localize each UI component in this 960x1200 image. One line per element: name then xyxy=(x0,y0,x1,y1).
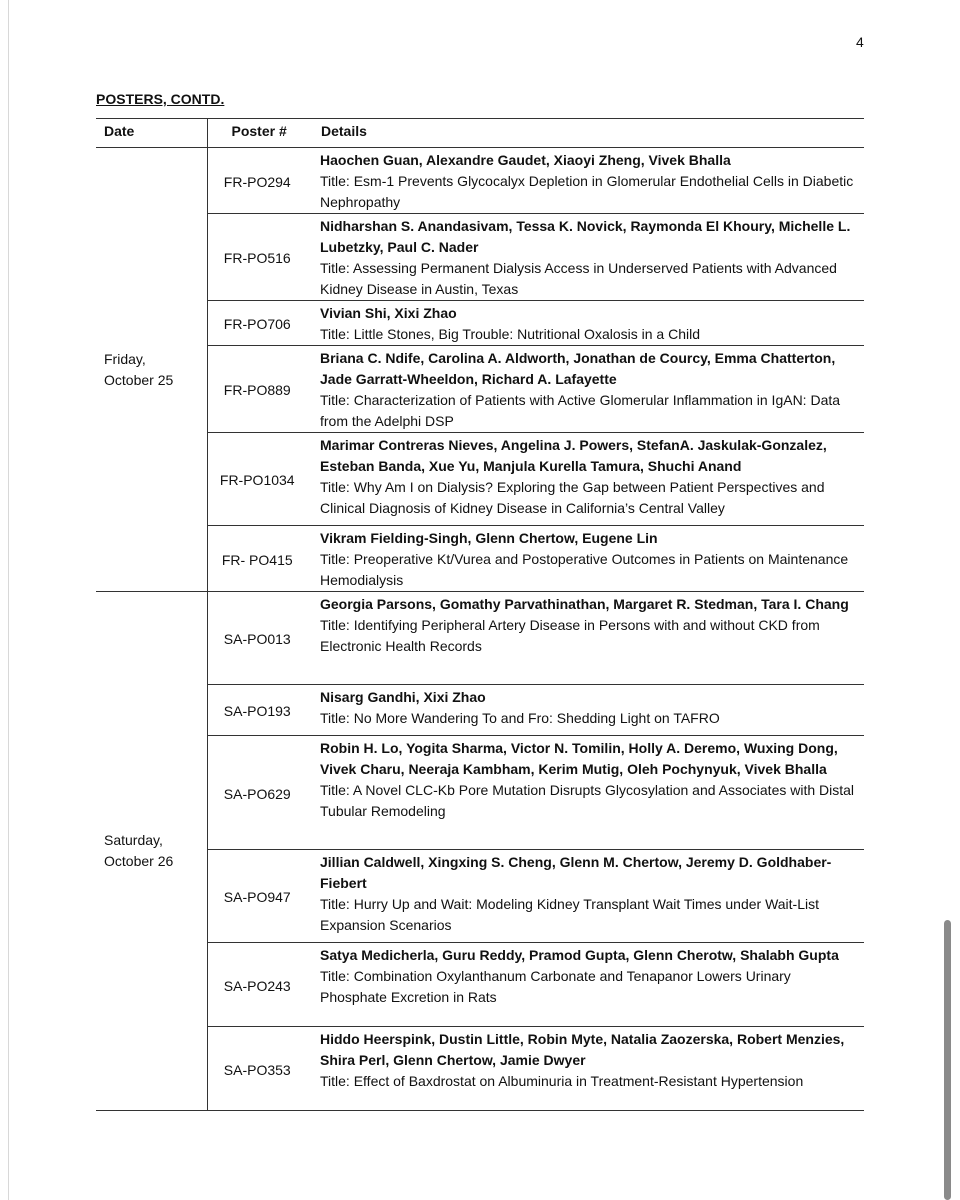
poster-number: SA-PO947 xyxy=(207,850,307,943)
poster-authors: Marimar Contreras Nieves, Angelina J. Powers, StefanA. Jaskulak-Gonzalez, Esteban Banda, Xue Yu, Manjula Kurella Tamura, Shuchi Anand xyxy=(320,437,827,474)
poster-title: Title: Little Stones, Big Trouble: Nutritional Oxalosis in a Child xyxy=(320,326,700,342)
date-weekday: Friday, xyxy=(104,350,146,367)
poster-title: Title: Identifying Peripheral Artery Disease in Persons with and without CKD from Electronic Health Records xyxy=(320,617,820,654)
poster-number: SA-PO013 xyxy=(207,592,307,685)
table-row xyxy=(96,736,864,850)
poster-authors: Nidharshan S. Anandasivam, Tessa K. Novick, Raymonda El Khoury, Michelle L. Lubetzky, Paul C. Nader xyxy=(320,218,851,255)
poster-number: SA-PO193 xyxy=(207,685,307,736)
page-number: 4 xyxy=(856,34,864,50)
poster-authors: Vivian Shi, Xixi Zhao xyxy=(320,305,457,321)
poster-number: FR-PO516 xyxy=(207,214,307,301)
poster-details xyxy=(307,301,864,346)
poster-title: Title: Assessing Permanent Dialysis Access in Underserved Patients with Advanced Kidney Disease in Austin, Texas xyxy=(320,260,837,297)
poster-number: FR-PO1034 xyxy=(207,433,307,526)
table-row xyxy=(96,850,864,943)
poster-authors: Satya Medicherla, Guru Reddy, Pramod Gupta, Glenn Cherotw, Shalabh Gupta xyxy=(320,947,839,963)
poster-number: FR-PO706 xyxy=(207,301,307,346)
poster-number: FR- PO415 xyxy=(207,526,307,592)
poster-schedule-table xyxy=(96,118,864,1111)
date-day: October 26 xyxy=(104,853,174,869)
poster-number: SA-PO243 xyxy=(207,943,307,1027)
header-date: Date xyxy=(96,119,207,148)
poster-title: Title: Esm-1 Prevents Glycocalyx Depletion in Glomerular Endothelial Cells in Diabetic Nephropathy xyxy=(320,173,854,210)
table-row xyxy=(96,433,864,526)
date-cell xyxy=(96,148,207,592)
poster-details xyxy=(307,346,864,433)
poster-details xyxy=(307,1027,864,1111)
poster-authors: Haochen Guan, Alexandre Gaudet, Xiaoyi Zheng, Vivek Bhalla xyxy=(320,152,731,168)
table-row xyxy=(96,214,864,301)
header-details: Details xyxy=(307,119,864,148)
table-header-row xyxy=(96,119,864,148)
poster-authors: Jillian Caldwell, Xingxing S. Cheng, Glenn M. Chertow, Jeremy D. Goldhaber-Fiebert xyxy=(320,854,832,891)
poster-details xyxy=(307,433,864,526)
poster-title: Title: A Novel CLC-Kb Pore Mutation Disrupts Glycosylation and Associates with Distal Tubular Remodeling xyxy=(320,782,855,819)
table-row xyxy=(96,346,864,433)
poster-authors: Robin H. Lo, Yogita Sharma, Victor N. Tomilin, Holly A. Deremo, Wuxing Dong, Vivek Charu, Neeraja Kambham, Kerim Mutig, Oleh Pochynyuk, Vivek Bhalla xyxy=(320,740,838,777)
date-weekday: Saturday, xyxy=(104,832,163,848)
poster-number: SA-PO353 xyxy=(207,1027,307,1111)
poster-details xyxy=(307,685,864,736)
poster-authors: Hiddo Heerspink, Dustin Little, Robin Myte, Natalia Zaozerska, Robert Menzies, Shira Perl, Glenn Chertow, Jamie Dwyer xyxy=(320,1031,845,1068)
poster-details xyxy=(307,850,864,943)
poster-title: Title: Characterization of Patients with Active Glomerular Inflammation in IgAN: Data from the Adelphi DSP xyxy=(320,392,841,429)
poster-details xyxy=(307,526,864,592)
poster-authors: Nisarg Gandhi, Xixi Zhao xyxy=(320,689,486,705)
table-row xyxy=(96,943,864,1027)
header-poster-number: Poster # xyxy=(207,119,307,148)
poster-details xyxy=(307,214,864,301)
page-edge xyxy=(8,0,9,1200)
date-day: October 25 xyxy=(104,371,174,388)
poster-details xyxy=(307,736,864,850)
poster-authors: Georgia Parsons, Gomathy Parvathinathan, Margaret R. Stedman, Tara I. Chang xyxy=(320,596,849,612)
poster-authors: Vikram Fielding-Singh, Glenn Chertow, Eugene Lin xyxy=(320,530,658,546)
table-row xyxy=(96,526,864,592)
poster-number: FR-PO294 xyxy=(207,148,307,214)
table-row xyxy=(96,685,864,736)
section-heading: POSTERS, CONTD. xyxy=(96,91,225,107)
table-row xyxy=(96,148,864,214)
table-row xyxy=(96,301,864,346)
poster-title: Title: No More Wandering To and Fro: Shedding Light on TAFRO xyxy=(320,710,720,726)
table-row xyxy=(96,1027,864,1111)
poster-authors: Briana C. Ndife, Carolina A. Aldworth, Jonathan de Courcy, Emma Chatterton, Jade Garratt-Wheeldon, Richard A. Lafayette xyxy=(320,350,836,387)
poster-title: Title: Combination Oxylanthanum Carbonate and Tenapanor Lowers Urinary Phosphate Excretion in Rats xyxy=(320,968,791,1005)
poster-details xyxy=(307,943,864,1027)
poster-title: Title: Hurry Up and Wait: Modeling Kidney Transplant Wait Times under Wait-List Expansion Scenarios xyxy=(320,896,819,933)
poster-title: Title: Why Am I on Dialysis? Exploring the Gap between Patient Perspectives and Clinical Diagnosis of Kidney Disease in California’s Central Valley xyxy=(320,479,825,516)
poster-details xyxy=(307,148,864,214)
date-cell xyxy=(96,592,207,1111)
scrollbar-thumb[interactable] xyxy=(944,920,951,1200)
poster-title: Title: Preoperative Kt/Vurea and Postoperative Outcomes in Patients on Maintenance Hemodialysis xyxy=(320,551,849,588)
poster-number: SA-PO629 xyxy=(207,736,307,850)
poster-title: Title: Effect of Baxdrostat on Albuminuria in Treatment-Resistant Hypertension xyxy=(320,1073,804,1089)
poster-details xyxy=(307,592,864,685)
table-row xyxy=(96,592,864,685)
poster-number: FR-PO889 xyxy=(207,346,307,433)
